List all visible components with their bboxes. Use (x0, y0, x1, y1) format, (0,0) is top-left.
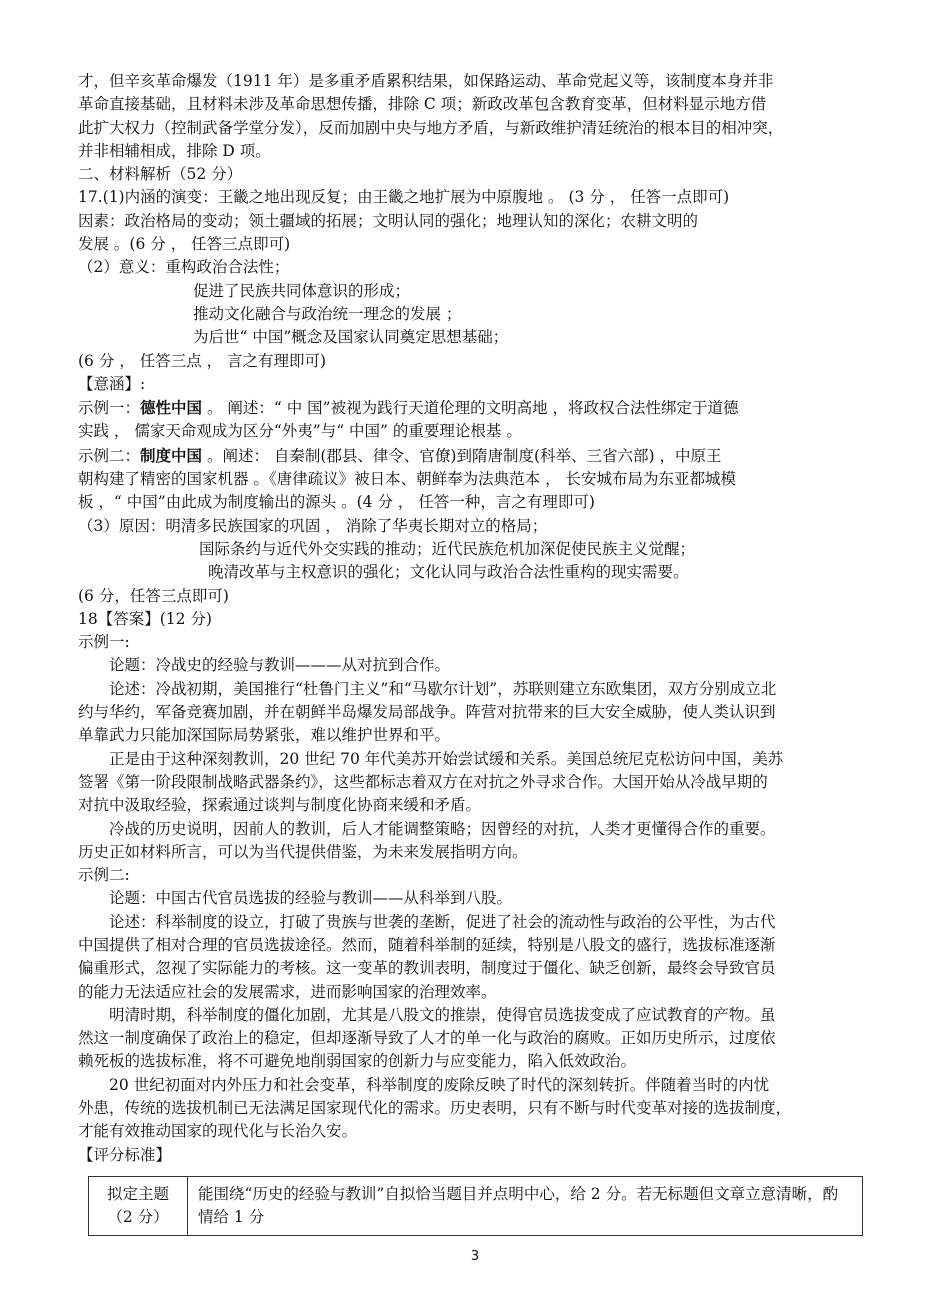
example-title: 德性中国 (140, 398, 203, 418)
example-two-line (78, 444, 878, 468)
paragraph-line: 单靠武力只能加深国际局势紧张，难以维护世界和平。 (78, 726, 451, 745)
subheading: 【意涵】: (78, 374, 146, 393)
example-label: 示例一： (78, 399, 141, 418)
paragraph-line: 的能力无法适应社会的发展需求，进而影响国家的治理效率。 (78, 982, 497, 1001)
question-18-heading: 18【答案】(12 分) (78, 609, 212, 628)
paragraph-line: 为后世“ 中国”概念及国家认同奠定思想基础； (193, 328, 509, 347)
paragraph-line: 论题：冷战史的经验与教训———从对抗到合作。 (109, 656, 451, 675)
table-row (89, 1177, 863, 1236)
paragraph-line: (6 分，任答三点即可) (78, 586, 229, 605)
paragraph-line: 国际条约与近代外交实践的推动；近代民族危机加深促使民族主义觉醒； (199, 539, 696, 558)
table-cell-criterion (89, 1177, 188, 1236)
paragraph-line: 发展 。(6 分 ， 任答三点即可) (78, 235, 291, 254)
criterion-title: 拟定主题 (106, 1185, 169, 1203)
paragraph-line: 历史正如材料所言，可以为当代提供借鉴，为未来发展指明方向。 (78, 842, 528, 861)
paragraph-line: 中国提供了相对合理的官员选拔途径。然而，随着科举制的延续，特别是八股文的盛行，选拔标准逐渐 (78, 935, 776, 954)
paragraph-line: （3）原因：明清多民族国家的巩固 ， 消除了华夷长期对立的格局； (78, 516, 548, 535)
paragraph-line: 论题：中国古代官员选拔的经验与教训——从科举到八股。 (109, 889, 513, 908)
paragraph-line: 赖死板的选拔标准，将不可避免地削弱国家的创新力与应变能力，陷入低效政治。 (78, 1052, 637, 1071)
paragraph-line: 推动文化融合与政治统一理念的发展 ； (193, 304, 462, 323)
page-number: 3 (470, 1249, 480, 1264)
grading-heading: 【评分标准】 (78, 1145, 172, 1164)
paragraph-line: 外患，传统的选拔机制已无法满足国家现代化的需求。历史表明，只有不断与时代变革对接的选拔制度， (78, 1099, 792, 1118)
question-17-line: 17.(1)内涵的演变：王畿之地出现反复；由王畿之地扩展为中原腹地 。 (3 分 ， 任答一点即可) (78, 188, 730, 207)
paragraph-line: 并非相辅相成，排除 D 项。 (78, 141, 271, 160)
paragraph-line: 然这一制度确保了政治上的稳定，但却逐渐导致了人才的单一化与政治的腐败。正如历史所示，过度依 (78, 1029, 776, 1048)
paragraph-line: 偏重形式，忽视了实际能力的考核。这一变革的教训表明，制度过于僵化、缺乏创新，最终会导致官员 (78, 959, 776, 978)
paragraph-line: 明清时期，科举制度的僵化加剧，尤其是八股文的推崇，使得官员选拔变成了应试教育的产物。虽 (109, 1005, 776, 1024)
paragraph-line: 因素：政治格局的变动；领土疆域的拓展；文明认同的强化；地理认知的深化；农耕文明的 (78, 211, 699, 230)
paragraph-line: 晚清改革与主权意识的强化；文化认同与政治合法性重构的现实需要。 (208, 563, 689, 582)
section-heading: 二、材料解析（52 分） (78, 165, 243, 184)
criterion-score: （2 分） (107, 1208, 169, 1226)
paragraph-line: （2）意义：重构政治合法性； (78, 258, 290, 277)
paragraph-line: 板 ，“ 中国”由此成为制度输出的源头 。(4 分 ， 任答一种，言之有理即可) (78, 493, 595, 512)
paragraph-line: 此扩大权力（控制武备学堂分发），反而加剧中央与地方矛盾，与新政维护清廷统治的根本目的相冲突， (78, 118, 784, 137)
paragraph-line: 正是由于这种深刻教训，20 世纪 70 年代美苏开始尝试缓和关系。美国总统尼克松访问中国，美苏 (109, 749, 784, 768)
paragraph-line: (6 分 ， 任答三点 ， 言之有理即可) (78, 351, 327, 370)
example-text: 。 阐述：“ 中 国”被视为践行天道伦理的文明高地 ，将政权合法性绑定于道德 (202, 399, 739, 418)
paragraph-line: 20 世纪初面对内外压力和社会变革，科举制度的废除反映了时代的深刻转折。伴随着当时的内忧 (109, 1075, 770, 1094)
example-title: 制度中国 (140, 445, 203, 465)
paragraph-line: 论述：冷战初期，美国推行“杜鲁门主义”和“马歇尔计划”，苏联则建立东欧集团，双方分别成立北 (109, 679, 777, 698)
paragraph-line: 实践 ， 儒家天命观成为区分“外夷”与“ 中国” 的重要理论根基 。 (78, 422, 522, 441)
example-one-line (78, 396, 878, 420)
example-text: 。阐述： 自秦制(郡县、律令、官僚)到隋唐制度(科举、三省六部) ，中原王 (202, 446, 722, 465)
table-cell-description: 能围绕“历史的经验与教训”自拟恰当题目并点明中心，给 2 分。若无标题但文章立意清晰，酌情给 1 分 (188, 1177, 863, 1236)
paragraph-line: 论述：科举制度的设立，打破了贵族与世袭的垄断，促进了社会的流动性与政治的公平性，为古代 (109, 912, 776, 931)
paragraph-line: 冷战的历史说明，因前人的教训，后人才能调整策略；因曾经的对抗，人类才更懂得合作的重要。 (109, 819, 776, 838)
paragraph-line: 朝构建了精密的国家机器 。《唐律疏议》被日本、朝鲜奉为法典范本 ， 长安城布局为东亚都城模 (78, 470, 737, 489)
example-label: 示例二： (78, 446, 141, 465)
paragraph-line: 示例一: (78, 633, 130, 652)
paragraph-line: 约与华约，军备竞赛加剧，并在朝鲜半岛爆发局部战争。阵营对抗带来的巨大安全威胁，使人类认识到 (78, 703, 776, 722)
paragraph-line: 才，但辛亥革命爆发（1911 年）是多重矛盾累积结果，如保路运动、革命党起义等，该制度本身并非 (78, 72, 774, 90)
grading-table (88, 1176, 863, 1236)
paragraph-line: 促进了民族共同体意识的形成； (193, 281, 411, 300)
paragraph-line: 革命直接基础，且材料未涉及革命思想传播，排除 C 项；新政改革包含教育变革，但材料显示地方借 (78, 95, 767, 114)
paragraph-line: 对抗中汲取经验，探索通过谈判与制度化协商来缓和矛盾。 (78, 796, 482, 815)
document-body (78, 70, 878, 1167)
paragraph-line: 才能有效推动国家的现代化与长治久安。 (78, 1122, 358, 1141)
paragraph-line: 示例二: (78, 866, 130, 885)
paragraph-line: 签署《第一阶段限制战略武器条约》，这些都标志着双方在对抗之外寻求合作。大国开始从冷战早期的 (78, 772, 768, 791)
